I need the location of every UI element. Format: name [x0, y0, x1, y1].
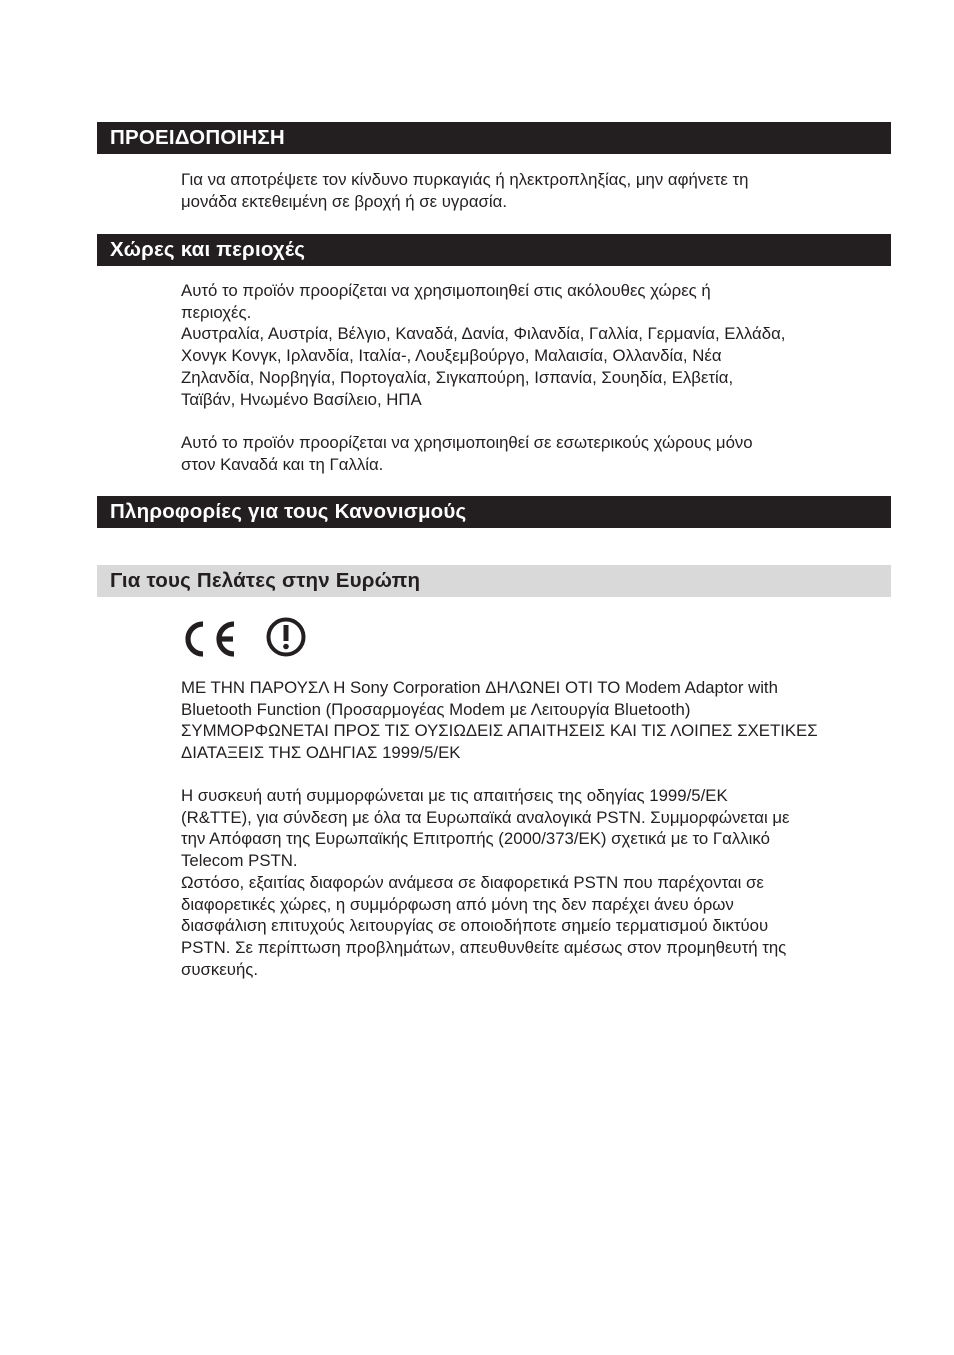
text-line: (R&TTE), για σύνδεση με όλα τα Ευρωπαϊκά αναλογικά PSTN. Συμμορφώνεται με [181, 807, 790, 827]
text-line: ΜΕ ΤΗΝ ΠΑΡΟΥΣΛ Η Sony Corporation ΔΗΛΩΝΕΙ ΟΤΙ ΤΟ Modem Adaptor with [181, 678, 778, 697]
text-line: Ωστόσο, εξαιτίας διαφορών ανάμεσα σε διαφορετικά PSTN που παρέχονται σε [181, 872, 764, 892]
text-line: περιοχές. [181, 302, 252, 322]
certification-marks [183, 617, 313, 661]
countries-list-text [181, 280, 893, 410]
text-line: την Απόφαση της Ευρωπαϊκής Επιτροπής (2000/373/ΕΚ) σχετικά με το Γαλλικό [181, 829, 770, 849]
text-line: Telecom PSTN. [181, 851, 298, 871]
warning-heading: ΠΡΟΕΙΔΟΠΟΙΗΣΗ [97, 122, 891, 154]
text-line: διαφορετικές χώρες, η συμμόρφωση από μόνη της δεν παρέχει άνευ όρων [181, 894, 734, 914]
ce-mark-icon [188, 624, 234, 654]
text-line: διασφάλιση επιτυχούς λειτουργίας σε οποιοδήποτε σημείο τερματισμού δικτύου [181, 916, 769, 936]
text-line: ΔΙΑΤΑΞΕΙΣ ΤΗΣ ΟΔΗΓΙΑΣ 1999/5/ΕΚ [181, 743, 461, 763]
europe-subheading: Για τους Πελάτες στην Ευρώπη [97, 565, 891, 597]
declaration-text [181, 677, 893, 764]
regulatory-heading: Πληροφορίες για τους Κανονισμούς [97, 496, 891, 528]
text-line: συσκευής. [181, 959, 259, 979]
warning-text [181, 169, 893, 212]
alert-mark-icon [269, 620, 304, 655]
text-line: ΣΥΜΜΟΡΦΩΝΕΤΑΙ ΠΡΟΣ ΤΙΣ ΟΥΣΙΩΔΕΙΣ ΑΠΑΙΤΗΣΕΙΣ ΚΑΙ ΤΙΣ ΛΟΙΠΕΣ ΣΧΕΤΙΚΕΣ [181, 721, 818, 741]
text-line: Bluetooth Function (Προσαρμογέας Modem με Λειτουργία Bluetooth) [181, 699, 691, 719]
text-line: Ζηλανδία, Νορβηγία, Πορτογαλία, Σιγκαπούρη, Ισπανία, Σουηδία, Ελβετία, [181, 367, 734, 387]
compliance-text [181, 785, 893, 980]
countries-heading: Χώρες και περιοχές [97, 234, 891, 266]
text-line: Αυστραλία, Αυστρία, Βέλγιο, Καναδά, Δανία, Φιλανδία, Γαλλία, Γερμανία, Ελλάδα, [181, 324, 786, 344]
text-line: Για να αποτρέψετε τον κίνδυνο πυρκαγιάς ή ηλεκτροπληξίας, μην αφήνετε τη [181, 170, 749, 189]
text-line: Ταϊβάν, Ηνωμένο Βασίλειο, ΗΠΑ [181, 389, 422, 409]
text-line: στον Καναδά και τη Γαλλία. [181, 454, 384, 474]
indoor-use-text [181, 432, 893, 475]
text-line: μονάδα εκτεθειμένη σε βροχή ή σε υγρασία. [181, 191, 508, 211]
text-line: Αυτό το προϊόν προορίζεται να χρησιμοποιηθεί στις ακόλουθες χώρες ή [181, 281, 711, 300]
text-line: Χονγκ Κονγκ, Ιρλανδία, Ιταλία-, Λουξεμβούργο, Μαλαισία, Ολλανδία, Νέα [181, 346, 722, 366]
text-line: Η συσκευή αυτή συμμορφώνεται με τις απαιτήσεις της οδηγίας 1999/5/ΕΚ [181, 786, 728, 805]
text-line: PSTN. Σε περίπτωση προβλημάτων, απευθυνθείτε αμέσως στον προμηθευτή της [181, 937, 787, 957]
marks-svg [183, 617, 313, 661]
text-line: Αυτό το προϊόν προορίζεται να χρησιμοποιηθεί σε εσωτερικούς χώρους μόνο [181, 433, 753, 452]
